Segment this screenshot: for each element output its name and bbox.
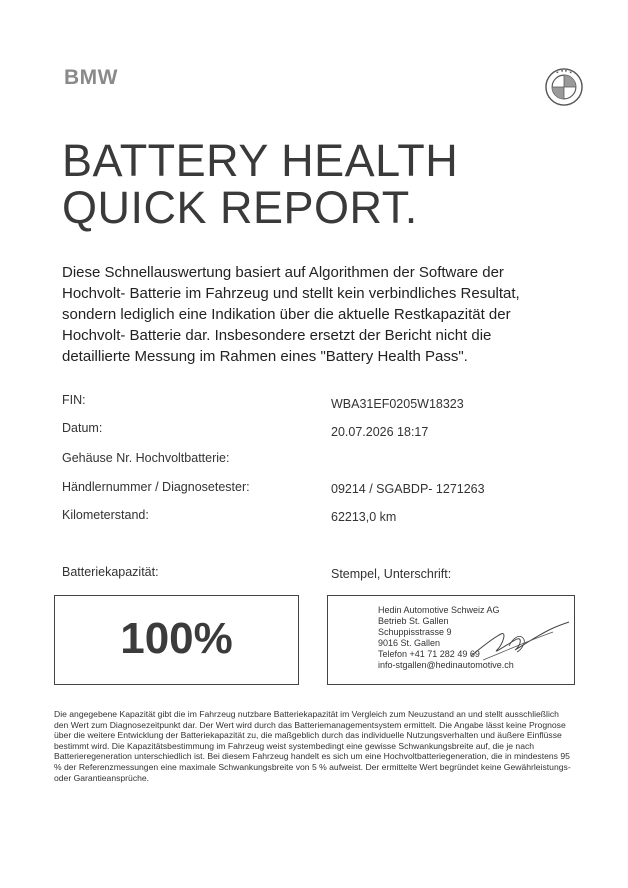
capacity-label: Batteriekapazität: xyxy=(62,565,159,579)
capacity-value: 100% xyxy=(120,614,233,663)
stamp-line: info-stgallen@hedinautomotive.ch xyxy=(378,660,514,670)
gehaeuse-label: Gehäuse Nr. Hochvoltbatterie: xyxy=(62,451,230,465)
stamp-line: Telefon +41 71 282 49 69 xyxy=(378,649,480,659)
km-label: Kilometerstand: xyxy=(62,508,149,522)
km-value: 62213,0 km xyxy=(331,510,397,524)
haendler-label: Händlernummer / Diagnosetester: xyxy=(62,480,250,494)
stamp-box xyxy=(327,595,575,685)
haendler-value: 09214 / SGABDP- 1271263 xyxy=(331,482,485,496)
brand-wordmark: BMW xyxy=(64,66,118,89)
capacity-box xyxy=(54,595,299,685)
intro-text: Diese Schnellauswertung basiert auf Algorithmen der Software der Hochvolt- Batterie im Fahrzeug und stellt kein verbindliches Resultat, sondern lediglich eine Indikation über die aktuelle Restkapazität der Hochvolt- Batterie dar. Insbesondere ersetzt der Bericht nicht die detaillierte Messung im Rahmen eines "Battery Health Pass". xyxy=(62,264,520,365)
title-line-2: QUICK REPORT. xyxy=(62,182,418,233)
signature-icon xyxy=(463,616,573,666)
datum-value: 20.07.2026 18:17 xyxy=(331,425,429,439)
footnote-text: Die angegebene Kapazität gibt die im Fahrzeug nutzbare Batteriekapazität im Vergleich zum Neuzustand an und stellt ausschließlich den Wert zum Diagnosezeitpunkt dar. Der Wert wird durch das Batteriemanagementsystem ermittelt. Die Angabe lässt keine Prognose über die weitere Entwicklung der Batteriekapazität zu, die maßgeblich durch das individuelle Nutzungsverhalten und äußere Einflüsse bestimmt wird. Die Kapazitätsbestimmung im Fahrzeug weist systembedingt eine gewisse Schwankungsbreite auf, die je nach Batterieregeneration unterschiedlich ist. Bei diesem Fahrzeug handelt es sich um eine Hochvoltbatteriegeneration, die in mindestens 95 % der Referenzmessungen eine maximale Schwankungsbreite von 5 % aufweist. Der ermittelte Wert begründet keine Gewährleistungs- oder Garantieansprüche. xyxy=(54,709,571,783)
bmw-roundel-icon xyxy=(545,68,583,106)
stamp-label: Stempel, Unterschrift: xyxy=(331,567,452,581)
fin-label: FIN: xyxy=(62,393,86,407)
title-line-1: BATTERY HEALTH xyxy=(62,135,459,186)
stamp-line: Hedin Automotive Schweiz AG xyxy=(378,605,500,615)
fin-value: WBA31EF0205W18323 xyxy=(331,397,464,411)
stamp-line: Schuppisstrasse 9 xyxy=(378,627,452,637)
report-title xyxy=(62,137,458,231)
stamp-line: 9016 St. Gallen xyxy=(378,638,441,648)
stamp-line: Betrieb St. Gallen xyxy=(378,616,449,626)
datum-label: Datum: xyxy=(62,421,103,435)
